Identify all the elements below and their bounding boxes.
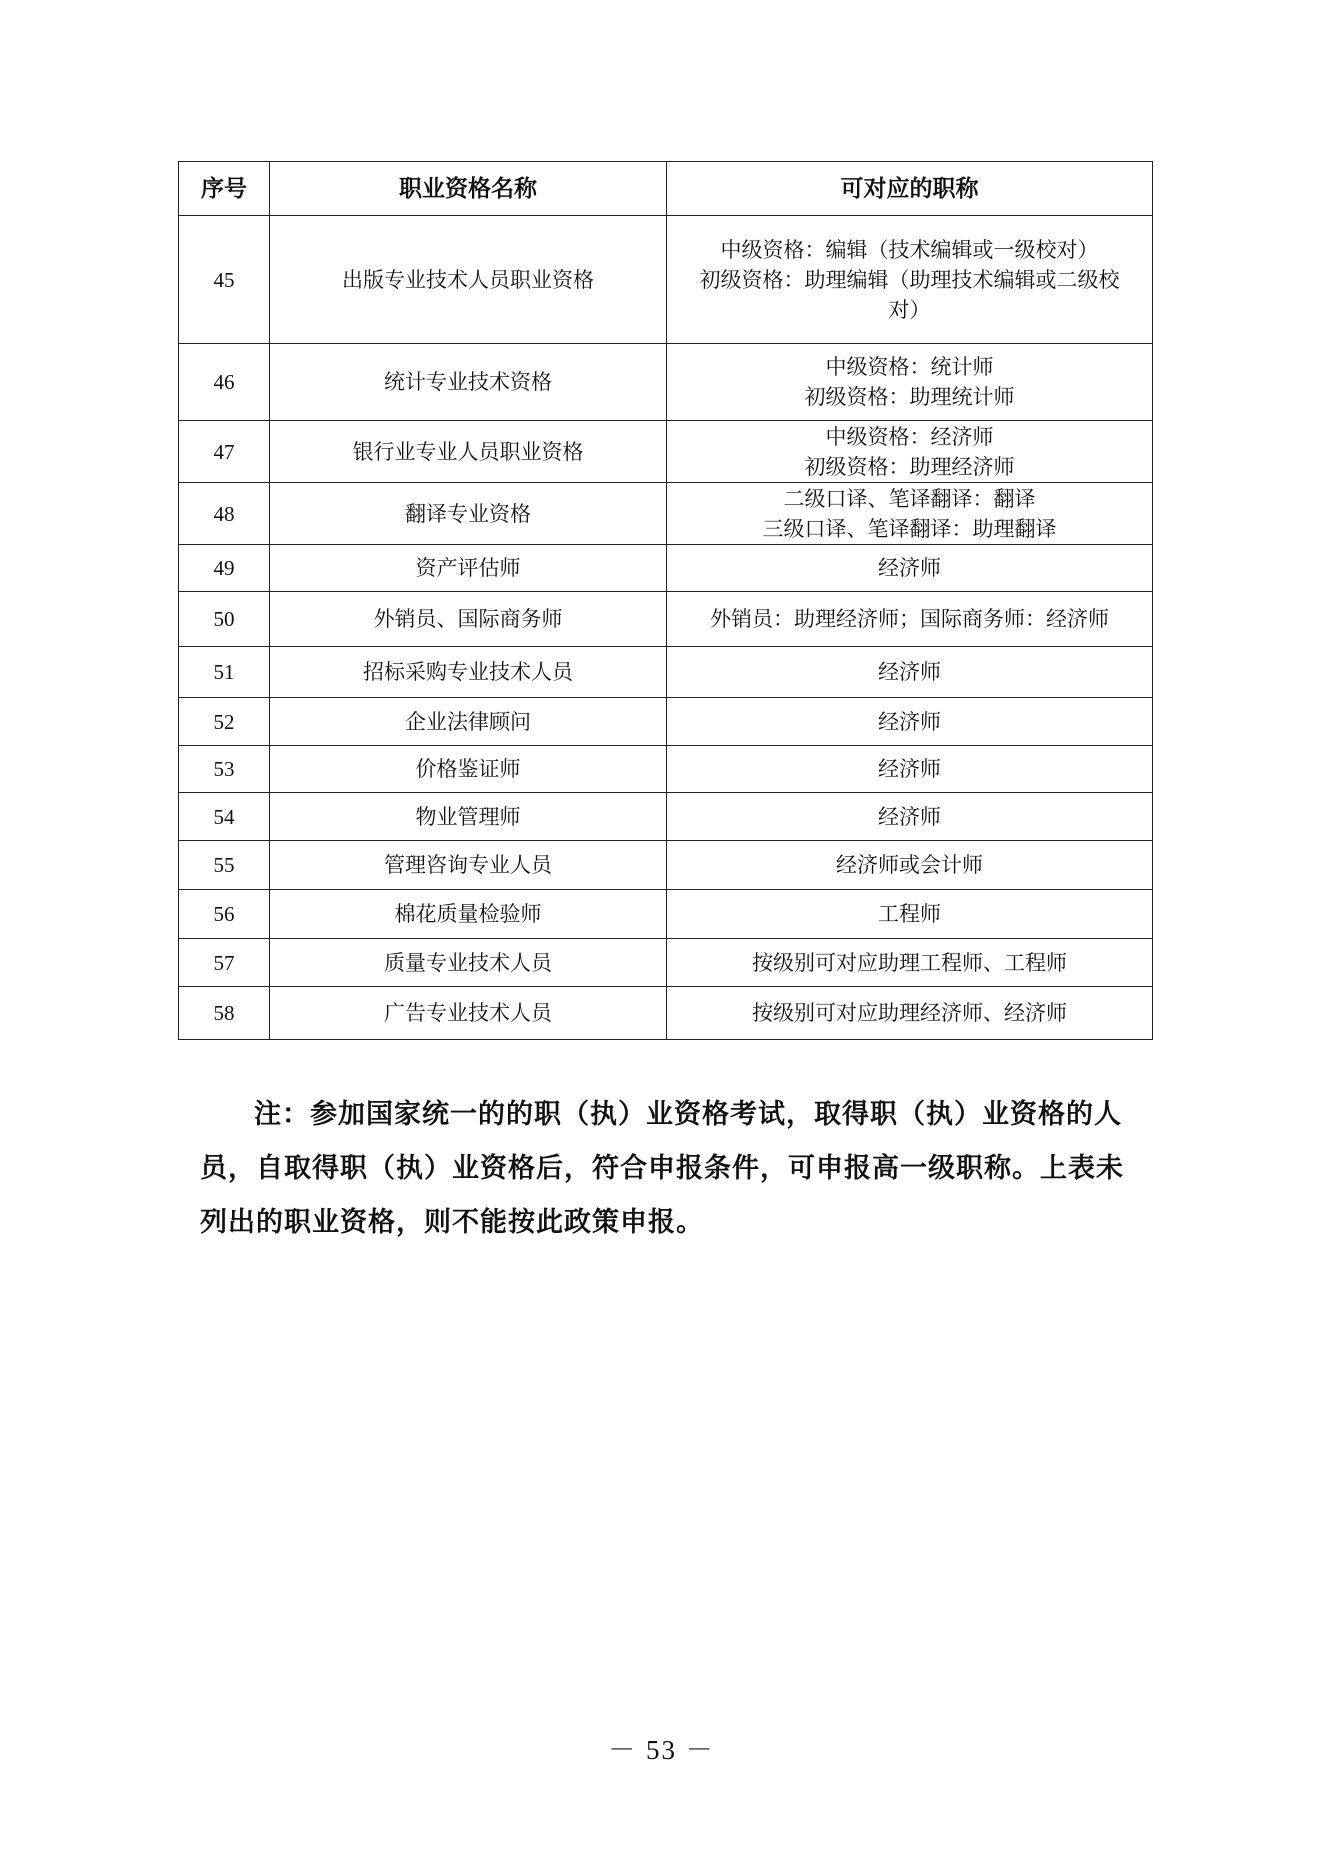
table-header-row <box>179 162 1153 216</box>
row-number: 58 <box>179 987 270 1040</box>
title-line: 按级别可对应助理工程师、工程师 <box>752 950 1067 975</box>
table-row <box>179 841 1153 890</box>
row-number: 54 <box>179 793 270 841</box>
title-line: 中级资格：编辑（技术编辑或一级校对） <box>720 237 1099 262</box>
qualification-name: 银行业专业人员职业资格 <box>270 421 667 483</box>
title-line: 二级口译、笔译翻译：翻译 <box>783 486 1036 511</box>
row-number: 50 <box>179 592 270 647</box>
table-row <box>179 793 1153 841</box>
title-line: 外销员：助理经济师；国际商务师：经济师 <box>710 607 1109 631</box>
title-line: 初级资格：助理编辑（助理技术编辑或二级校 <box>699 267 1120 292</box>
qualification-table <box>178 161 1153 1040</box>
title-line: 经济师 <box>878 660 941 684</box>
row-number: 56 <box>179 890 270 939</box>
corresponding-title <box>667 483 1153 545</box>
corresponding-title <box>667 841 1153 890</box>
row-number: 46 <box>179 344 270 421</box>
qualification-name: 招标采购专业技术人员 <box>270 647 667 698</box>
title-line: 初级资格：助理经济师 <box>804 454 1015 479</box>
qualification-name: 企业法律顾问 <box>270 698 667 746</box>
row-number: 57 <box>179 939 270 987</box>
title-line: 按级别可对应助理经济师、经济师 <box>752 1001 1067 1025</box>
table-row <box>179 545 1153 592</box>
qualification-name: 管理咨询专业人员 <box>270 841 667 890</box>
qualification-name: 质量专业技术人员 <box>270 939 667 987</box>
row-number: 47 <box>179 421 270 483</box>
table-row <box>179 592 1153 647</box>
corresponding-title <box>667 344 1153 421</box>
title-line: 经济师 <box>878 709 941 734</box>
row-number: 45 <box>179 216 270 344</box>
header-corresponding-title: 可对应的职称 <box>667 162 1153 216</box>
title-line: 对） <box>888 297 931 322</box>
table-row <box>179 890 1153 939</box>
qualification-name: 广告专业技术人员 <box>270 987 667 1040</box>
title-line: 中级资格：经济师 <box>825 424 994 449</box>
title-line: 三级口译、笔译翻译：助理翻译 <box>762 516 1057 541</box>
table-row <box>179 647 1153 698</box>
table-row <box>179 939 1153 987</box>
title-line: 中级资格：统计师 <box>825 355 994 379</box>
corresponding-title <box>667 793 1153 841</box>
row-number: 53 <box>179 746 270 793</box>
header-qualification-name: 职业资格名称 <box>270 162 667 216</box>
corresponding-title <box>667 939 1153 987</box>
qualification-name: 统计专业技术资格 <box>270 344 667 421</box>
corresponding-title <box>667 421 1153 483</box>
table-row <box>179 216 1153 344</box>
corresponding-title <box>667 216 1153 344</box>
qualification-name: 翻译专业资格 <box>270 483 667 545</box>
qualification-name: 物业管理师 <box>270 793 667 841</box>
header-serial: 序号 <box>179 162 270 216</box>
title-line: 经济师 <box>878 556 941 580</box>
qualification-name: 资产评估师 <box>270 545 667 592</box>
table-row <box>179 344 1153 421</box>
corresponding-title <box>667 746 1153 793</box>
qualification-name: 价格鉴证师 <box>270 746 667 793</box>
title-line: 经济师 <box>878 804 941 829</box>
corresponding-title <box>667 647 1153 698</box>
title-line: 经济师或会计师 <box>836 853 983 877</box>
row-number: 51 <box>179 647 270 698</box>
corresponding-title <box>667 987 1153 1040</box>
title-line: 初级资格：助理统计师 <box>804 385 1015 409</box>
note-text: 注：参加国家统一的的职（执）业资格考试，取得职（执）业资格的人员，自取得职（执）业资格后，符合申报条件，可申报高一级职称。上表未列出的职业资格，则不能按此政策申报。 <box>200 1099 1124 1238</box>
row-number: 48 <box>179 483 270 545</box>
corresponding-title <box>667 545 1153 592</box>
corresponding-title <box>667 890 1153 939</box>
table-row <box>179 987 1153 1040</box>
page-number: － 53 － <box>608 1735 715 1765</box>
row-number: 55 <box>179 841 270 890</box>
row-number: 52 <box>179 698 270 746</box>
title-line: 工程师 <box>878 902 941 926</box>
title-line: 经济师 <box>878 757 941 781</box>
table-row <box>179 483 1153 545</box>
row-number: 49 <box>179 545 270 592</box>
table-note <box>200 1088 1132 1250</box>
corresponding-title <box>667 592 1153 647</box>
corresponding-title <box>667 698 1153 746</box>
table-row <box>179 421 1153 483</box>
table-row <box>179 746 1153 793</box>
qualification-name: 出版专业技术人员职业资格 <box>270 216 667 344</box>
qualification-name: 棉花质量检验师 <box>270 890 667 939</box>
qualification-name: 外销员、国际商务师 <box>270 592 667 647</box>
table-row <box>179 698 1153 746</box>
